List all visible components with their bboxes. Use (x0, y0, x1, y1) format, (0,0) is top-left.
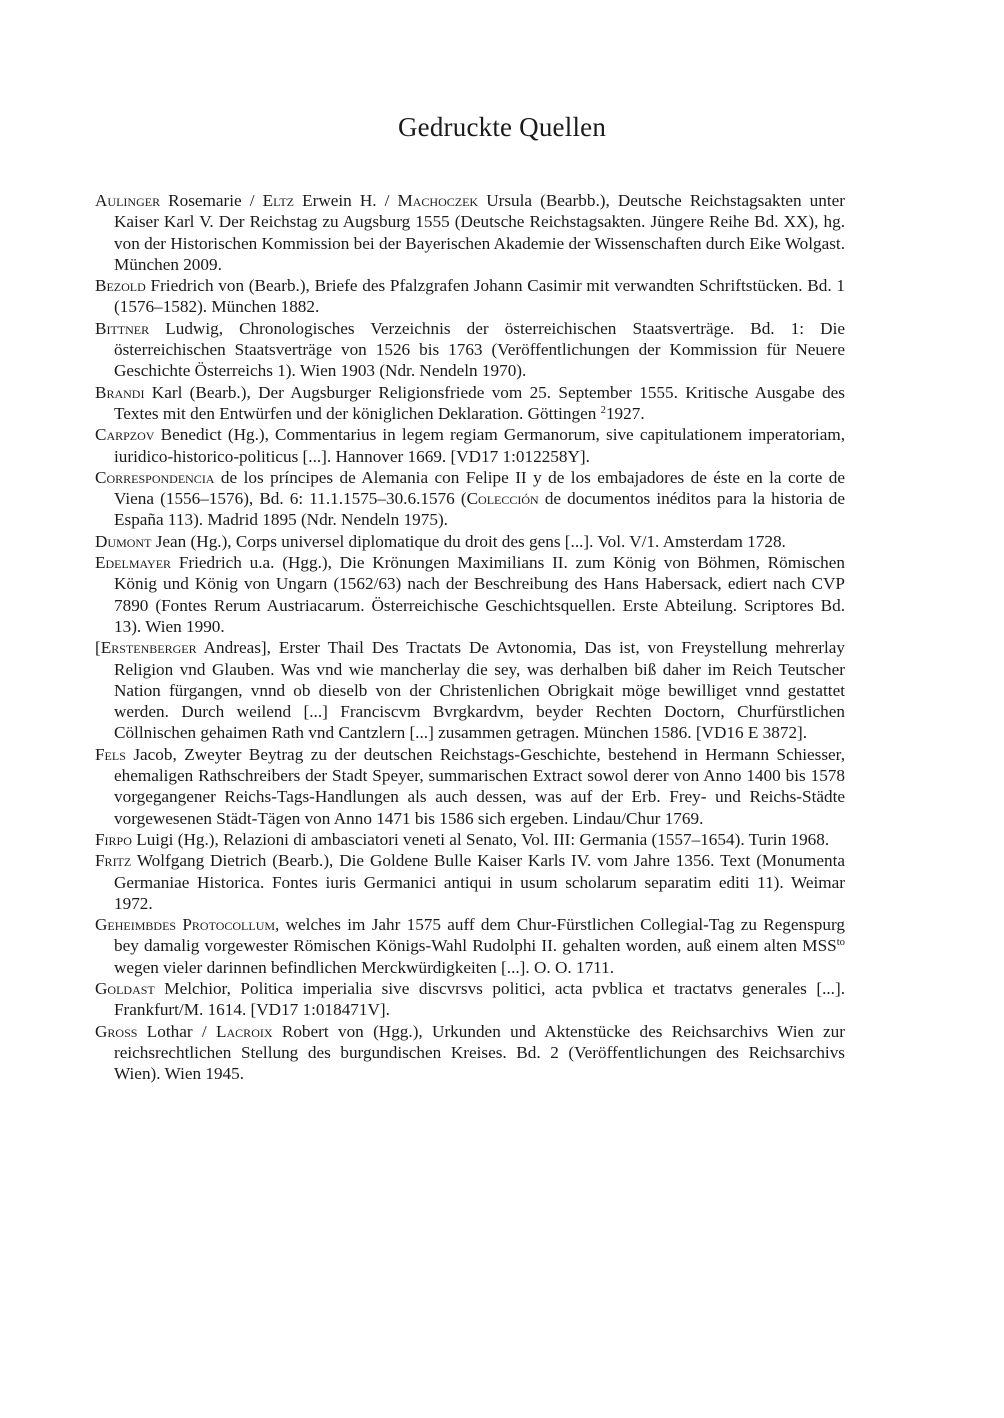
author-name: Machoczek (397, 191, 479, 210)
entry-text: wegen vieler darinnen befindlichen Merckwürdigkeiten [...]. O. O. 1711. (114, 957, 615, 977)
bibliography-entry (95, 382, 845, 425)
bibliography-entry (95, 1021, 845, 1085)
entry-text: Lothar / (137, 1021, 217, 1041)
bibliography-entry (95, 531, 845, 552)
author-name: Dumont (95, 531, 152, 551)
entry-text: Jacob, Zweyter Beytrag zu der deutschen Reichstags-Geschichte, bestehend in Hermann Schiesser, ehemaligen Rathschreibers der Stadt Speyer, summarischen Extract sowol derer von Anno 1400 bis 1578 vorgegangener Reichs-Tags-Handlungen als auch dessen, was auf der Erb. Frey- und Reichs-Städte vorgewesenen Städt-Tägen von Anno 1471 bis 1586 sich ergeben. Lindau/Chur 1769. (114, 744, 845, 828)
author-name: Erstenberger (100, 638, 197, 658)
author-name: Carpzov (95, 425, 155, 445)
page-title: Gedruckte Quellen (397, 112, 607, 142)
bibliography-entry (95, 552, 845, 637)
entry-text: Wolfgang Dietrich (Bearb.), Die Goldene Bulle Kaiser Karls IV. vom Jahre 1356. Text (Monumenta Germaniae Historica. Fontes iuris Germanici antiqui in usum scholarum separatim editi 11). Weimar 1972. (114, 851, 845, 913)
author-name: Bittner (95, 318, 150, 338)
entry-text: [ (95, 638, 101, 658)
author-name: Correspondencia (95, 467, 215, 487)
bibliography-entry (95, 914, 845, 978)
entry-text: Rosemarie / (160, 191, 263, 210)
author-name: Geheimbdes Protocollum (95, 915, 276, 935)
author-name: Fels (95, 744, 126, 764)
entry-text: Melchior, Politica imperialia sive discvrsvs politici, acta pvblica et tractatvs generales [...]. Frankfurt/M. 1614. [VD17 1:018471V]. (114, 978, 845, 1020)
entry-text: Ursula (Bearbb.), Deutsche Reichstagsakten unter Kaiser Karl V. Der Reichstag zu Augsburg 1555 (Deutsche Reichstagsakten. Jüngere Reihe Bd. XX), hg. von der Historischen Kommission bei der Bayerischen Akademie der Wissenschaften durch Eike Wolgast. München 2009. (114, 191, 845, 274)
entry-text: Friedrich u.a. (Hgg.), Die Krönungen Maximilians II. zum König von Böhmen, Römischen König und König von Ungarn (1562/63) nach der Beschreibung des Hans Habersack, ediert nach CVP 7890 (Fontes Rerum Austriacarum. Österreichische Geschichtsquellen. Erste Abteilung. Scriptores Bd. 13). Wien 1990. (114, 553, 845, 636)
bibliography-entry (95, 275, 845, 318)
entry-text: Erwein H. / (294, 191, 398, 210)
author-name: Bezold (95, 276, 146, 296)
entry-text: Robert von (Hgg.), Urkunden und Aktenstücke des Reichsarchivs Wien zur reichsrechtlichen Stellung des burgundischen Kreises. Bd. 2 (Veröffentlichungen des Reichsarchivs Wien). Wien 1945. (114, 1021, 845, 1084)
author-name: Gross (95, 1021, 138, 1041)
entry-text: Jean (Hg.), Corps universel diplomatique du droit des gens [...]. Vol. V/1. Amsterdam 1728. (151, 531, 786, 551)
bibliography-entry (95, 850, 845, 914)
bibliography-list (95, 190, 845, 1084)
entry-text: de los príncipes de Alemania con Felipe II y de los embajadores de éste en la corte de Viena (1556–1576), Bd. 6: 11.1.1575–30.6.1576 ( (114, 467, 845, 509)
author-name: Goldast (95, 978, 155, 998)
author-name: Firpo (95, 829, 132, 849)
entry-text: Andreas], Erster Thail Des Tractats De Avtonomia, Das ist, von Freystellung mehrerlay Religion vnd Glauben. Was vnd wie mancherlay die sey, was derhalben biß daher im Reich Teutscher Nation fürgangen, vnnd ob dieselb von der Christenlichen Obrigkait möge bewilliget vnnd gestattet werden. Durch weilend [...] Franciscvm Bvrgkardvm, beyder Rechten Doctorn, Churfürstlichen Cöllnischen gehaimen Rath vnd Cantzlern [...] zusammen getragen. München 1586. [VD16 E 3872]. (114, 638, 845, 743)
entry-text: de documentos inéditos para la historia de España 113). Madrid 1895 (Ndr. Nendeln 1975). (114, 489, 845, 530)
superscript: to (836, 937, 845, 949)
author-name: Colección (466, 489, 539, 509)
entry-text: Benedict (Hg.), Commentarius in legem regiam Germanorum, sive capitulationem imperatoriam, iuridico-historico-politicus [...]. Hannover 1669. [VD17 1:012258Y]. (114, 425, 845, 466)
author-name: Fritz (95, 851, 132, 871)
author-name: Brandi (95, 382, 145, 402)
entry-text: Ludwig, Chronologisches Verzeichnis der österreichischen Staatsverträge. Bd. 1: Die österreichischen Staatsverträge von 1526 bis 1763 (Veröffentlichungen der Kommission für Neuere Geschichte Österreichs 1). Wien 1903 (Ndr. Nendeln 1970). (114, 318, 845, 381)
bibliography-entry (95, 978, 845, 1021)
bibliography-entry (95, 744, 845, 829)
entry-text: Luigi (Hg.), Relazioni di ambasciatori veneti al Senato, Vol. III: Germania (1557–1654). Turin 1968. (131, 829, 830, 849)
entry-text: , welches im Jahr 1575 auff dem Chur-Fürstlichen Collegial-Tag zu Regenspurg bey damalig vorgewester Römischen Königs-Wahl Rudolphi II. gehalten worden, auß einem alten MSS (114, 915, 845, 956)
bibliography-entry (95, 424, 845, 467)
author-name: Edelmayer (95, 553, 172, 573)
author-name: Aulinger (95, 191, 161, 210)
entry-text: Karl (Bearb.), Der Augsburger Religionsfriede vom 25. September 1555. Kritische Ausgabe des Textes mit den Entwürfen und der königlichen Deklaration. Göttingen (114, 382, 845, 423)
superscript: 2 (600, 405, 606, 417)
bibliography-entry (95, 318, 845, 382)
bibliography-entry (95, 637, 845, 743)
bibliography-entry (95, 829, 845, 850)
bibliography-entry (95, 467, 845, 531)
entry-text: 1927. (605, 403, 645, 423)
author-name: Lacroix (216, 1021, 273, 1041)
bibliography-entry (95, 190, 845, 275)
author-name: Eltz (262, 191, 295, 210)
entry-text: Friedrich von (Bearb.), Briefe des Pfalzgrafen Johann Casimir mit verwandten Schriftstücken. Bd. 1 (1576–1582). München 1882. (114, 276, 845, 317)
